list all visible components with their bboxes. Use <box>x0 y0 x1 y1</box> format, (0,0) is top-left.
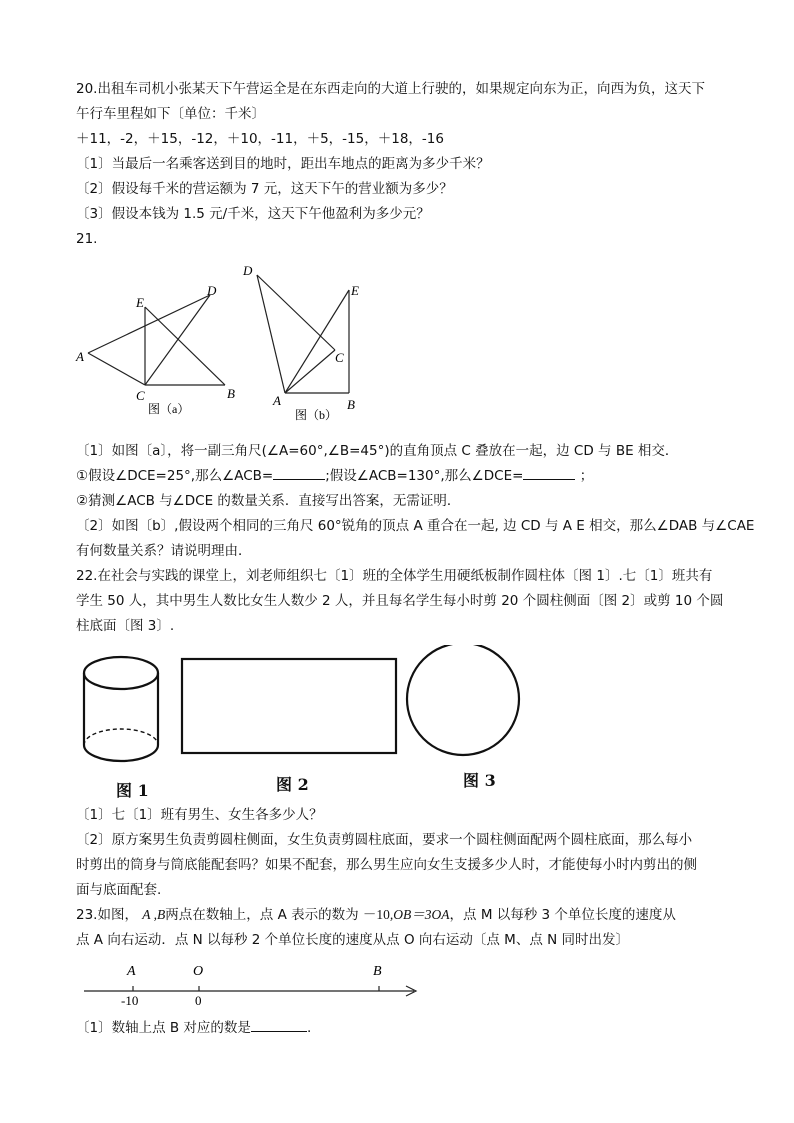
q20-data: ＋11，-2，＋15，-12，＋10，-11，＋5，-15，＋18，-16 <box>76 131 444 147</box>
fig-a-label-b: B <box>227 386 235 401</box>
q22-part2-line1: 〔2〕原方案男生负责剪圆柱侧面，女生负责剪圆柱底面，要求一个圆柱侧面配两个圆柱底面，那么每小 <box>76 832 693 848</box>
q21-part1b: ②猜测∠ACB 与∠DCE 的数量关系．直接写出答案，无需证明． <box>76 493 461 509</box>
q23-value-a: －10 <box>362 907 390 922</box>
q21-part2-line1: 〔2〕如图〔b〕,假设两个相同的三角尺 60°锐角的顶点 A 重合在一起, 边 CD 与 A E 相交，那么∠DAB 与∠CAE <box>76 518 755 534</box>
answer-blank-b[interactable] <box>251 1019 307 1032</box>
q20-part2: 〔2〕假设每千米的营运额为 7 元，这天下午的营业额为多少？ <box>76 181 453 197</box>
fig-b-caption: 图（b） <box>295 408 338 422</box>
fig-b-label-c: C <box>335 350 344 365</box>
q21-part1a <box>76 467 593 485</box>
figure-2-caption: 图 2 <box>276 775 309 794</box>
fig-b-label-a: A <box>273 393 281 408</box>
axis-label-o: O <box>193 964 204 979</box>
fig-a-label-a: A <box>76 349 84 364</box>
q21-part1a-text3: ； <box>579 468 594 484</box>
q20-part1: 〔1〕当最后一名乘客送到目的地时，距出车地点的距离为多少千米？ <box>76 156 490 172</box>
fig-b-label-d: D <box>243 263 253 278</box>
q21-part2-line2: 有何数量关系？请说明理由． <box>76 543 252 559</box>
q23-part1-text: 〔1〕数轴上点 B 对应的数是 <box>76 1020 251 1036</box>
fig-a-label-d: D <box>207 283 217 298</box>
q21-figure-b <box>235 255 385 430</box>
q23-number-line <box>76 958 426 1008</box>
q20-line2: 午行车里程如下〔单位：千米〕 <box>76 106 265 122</box>
figure-3-caption: 图 3 <box>463 771 496 790</box>
answer-blank-dce[interactable] <box>523 467 575 480</box>
q23-part1 <box>76 1019 311 1037</box>
axis-label-a: A <box>127 964 136 979</box>
fig-b-label-b: B <box>347 397 355 412</box>
q22-part1: 〔1〕七〔1〕班有男生、女生各多少人？ <box>76 807 323 823</box>
q22-figures <box>76 645 536 765</box>
q22-part2-line3: 面与底面配套. <box>76 882 162 898</box>
q21-part1a-text1: ①假设∠DCE=25°,那么∠ACB= <box>76 468 274 484</box>
q23-points-ab: A ,B <box>142 907 166 922</box>
q23-text-m: ，点 M 以每秒 3 个单位长度的速度从 <box>449 907 676 923</box>
q21-figure-a <box>70 255 250 425</box>
q21-part1a-text2: ;假设∠ACB=130°,那么∠DCE= <box>325 468 524 484</box>
q21-number: 21. <box>76 231 98 247</box>
q22-part2-line2: 时剪出的筒身与筒底能配套吗？如果不配套，那么男生应向女生支援多少人时，才能使每小时内剪出的侧 <box>76 857 697 873</box>
q23-part1-end: . <box>306 1020 312 1036</box>
fig-b-label-e: E <box>351 283 359 298</box>
q22-line1: 22.在社会与实践的课堂上，刘老师组织七〔1〕班的全体学生用硬纸板制作圆柱体〔图 1〕.七〔1〕班共有 <box>76 568 713 584</box>
q23-line1 <box>76 906 676 924</box>
q23-text-a: 两点在数轴上，点 A 表示的数为 <box>165 907 359 923</box>
figure-1-caption: 图 1 <box>116 781 149 800</box>
q21-part1: 〔1〕如图〔a〕，将一副三角尺(∠A=60°,∠B=45°)的直角顶点 C 叠放在一起，边 CD 与 BE 相交． <box>76 443 679 459</box>
axis-tick-0: 0 <box>195 993 202 1008</box>
fig-a-label-c: C <box>136 388 145 403</box>
q23-line2: 点 A 向右运动．点 N 以每秒 2 个单位长度的速度从点 O 向右运动〔点 M、点 N 同时出发〕 <box>76 932 629 948</box>
fig-a-caption: 图（a） <box>148 402 190 416</box>
q23-ob-relation: ,OB＝3OA <box>389 907 450 922</box>
q20-line1: 20.出租车司机小张某天下午营运全是在东西走向的大道上行驶的，如果规定向东为正，向西为负，这天下 <box>76 81 705 97</box>
axis-tick-minus10: -10 <box>121 993 139 1008</box>
answer-blank-acb[interactable] <box>273 467 325 480</box>
q23-intro: 23.如图， <box>76 907 138 923</box>
fig-a-label-e: E <box>136 295 144 310</box>
q22-line2: 学生 50 人，其中男生人数比女生人数少 2 人，并且每名学生每小时剪 20 个圆柱侧面〔图 2〕或剪 10 个圆 <box>76 593 724 609</box>
axis-label-b: B <box>373 964 382 979</box>
q22-line3: 柱底面〔图 3〕. <box>76 618 175 634</box>
q20-part3: 〔3〕假设本钱为 1.5 元/千米，这天下午他盈利为多少元？ <box>76 206 430 222</box>
